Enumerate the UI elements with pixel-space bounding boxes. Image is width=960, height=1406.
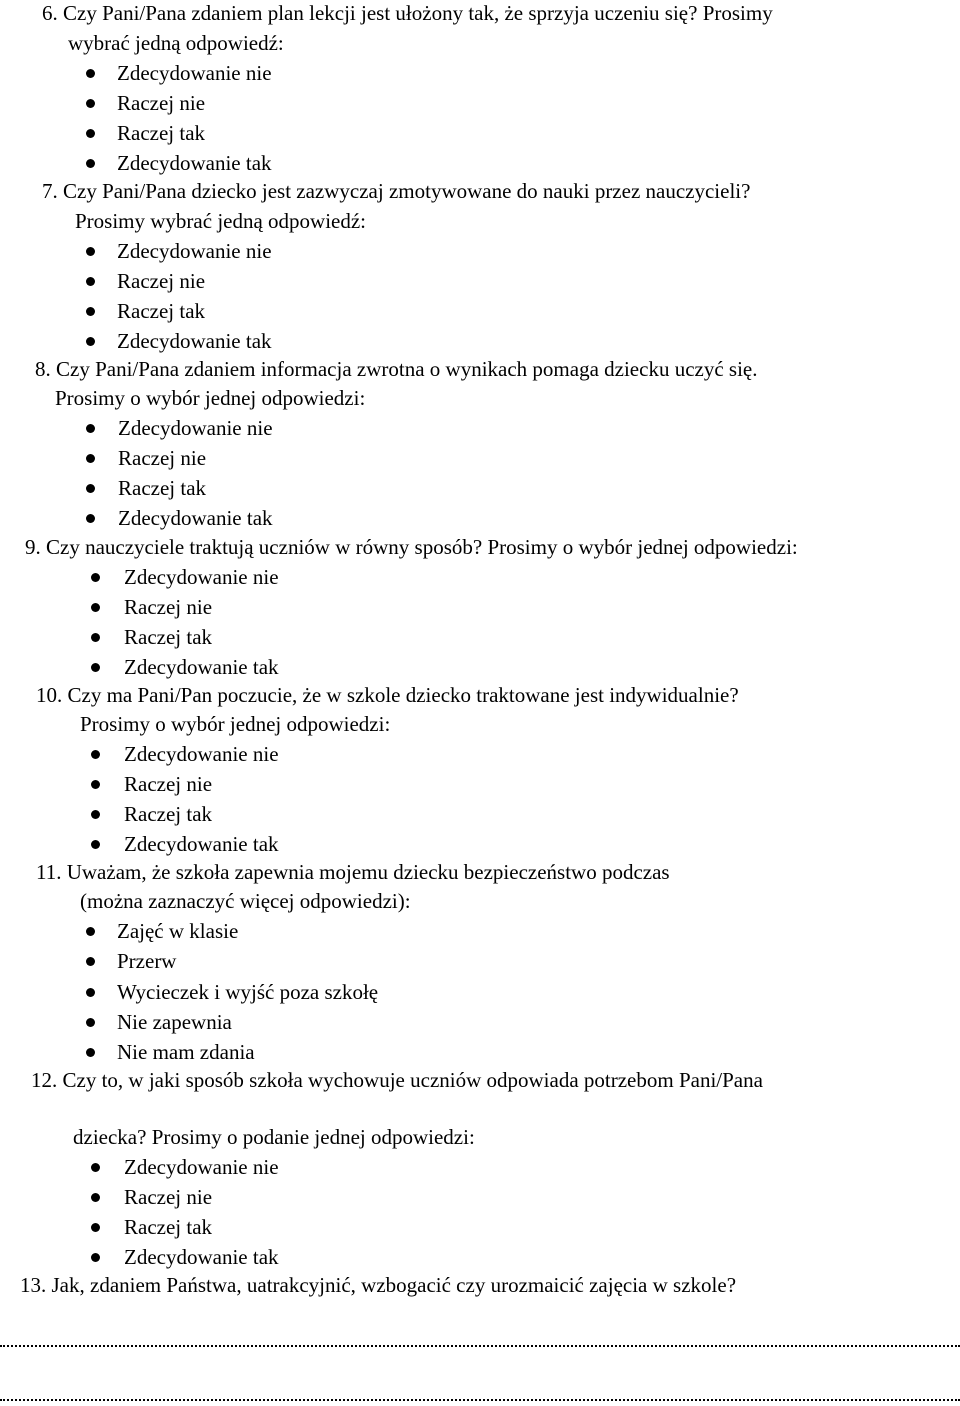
question-6-line-1: 6. Czy Pani/Pana zdaniem plan lekcji jest ułożony tak, że sprzyja uczeniu się? Prosimy (42, 1, 773, 25)
question-8-line-1: 8. Czy Pani/Pana zdaniem informacja zwrotna o wynikach pomaga dziecku uczyć się. (35, 357, 758, 381)
question-6-line-2: wybrać jedną odpowiedź: (68, 31, 284, 55)
bullet-icon (86, 927, 95, 936)
question-8-line-2: Prosimy o wybór jednej odpowiedzi: (55, 386, 366, 410)
question-10-line-1: 10. Czy ma Pani/Pan poczucie, że w szkole dziecko traktowane jest indywidualnie? (36, 683, 739, 707)
bullet-icon (86, 988, 95, 997)
answer-dotted-line-1[interactable] (0, 1345, 960, 1347)
bullet-icon (91, 573, 100, 582)
question-12-line-2: dziecka? Prosimy o podanie jednej odpowiedzi: (73, 1125, 475, 1149)
bullet-icon (91, 663, 100, 672)
bullet-icon (91, 633, 100, 642)
bullet-icon (91, 810, 100, 819)
bullet-icon (86, 424, 95, 433)
bullet-icon (86, 69, 95, 78)
question-7-line-1: 7. Czy Pani/Pana dziecko jest zazwyczaj zmotywowane do nauki przez nauczycieli? (42, 179, 751, 203)
bullet-icon (91, 1193, 100, 1202)
bullet-icon (86, 1048, 95, 1057)
question-10-line-2: Prosimy o wybór jednej odpowiedzi: (80, 712, 391, 736)
question-12-line-1: 12. Czy to, w jaki sposób szkoła wychowuje uczniów odpowiada potrzebom Pani/Pana (31, 1068, 763, 1092)
bullet-icon (91, 780, 100, 789)
bullet-icon (86, 277, 95, 286)
question-11-line-1: 11. Uważam, że szkoła zapewnia mojemu dziecku bezpieczeństwo podczas (36, 860, 670, 884)
bullet-icon (86, 99, 95, 108)
bullet-icon (86, 129, 95, 138)
question-9-line-1: 9. Czy nauczyciele traktują uczniów w równy sposób? Prosimy o wybór jednej odpowiedzi: (25, 535, 798, 559)
answer-dotted-line-2[interactable] (0, 1399, 960, 1401)
bullet-icon (86, 957, 95, 966)
bullet-icon (86, 307, 95, 316)
bullet-icon (91, 1163, 100, 1172)
question-11-line-2: (można zaznaczyć więcej odpowiedzi): (80, 889, 411, 913)
question-7-line-2: Prosimy wybrać jedną odpowiedź: (75, 209, 367, 233)
question-13-line-1: 13. Jak, zdaniem Państwa, uatrakcyjnić, wzbogacić czy urozmaicić zajęcia w szkole? (20, 1273, 737, 1297)
bullet-icon (86, 514, 95, 523)
bullet-icon (91, 750, 100, 759)
bullet-icon (86, 1018, 95, 1027)
bullet-icon (86, 247, 95, 256)
bullet-icon (91, 1223, 100, 1232)
bullet-icon (86, 159, 95, 168)
bullet-icon (91, 603, 100, 612)
bullet-icon (91, 840, 100, 849)
bullet-icon (86, 337, 95, 346)
bullet-icon (91, 1253, 100, 1262)
bullet-icon (86, 484, 95, 493)
bullet-icon (86, 454, 95, 463)
